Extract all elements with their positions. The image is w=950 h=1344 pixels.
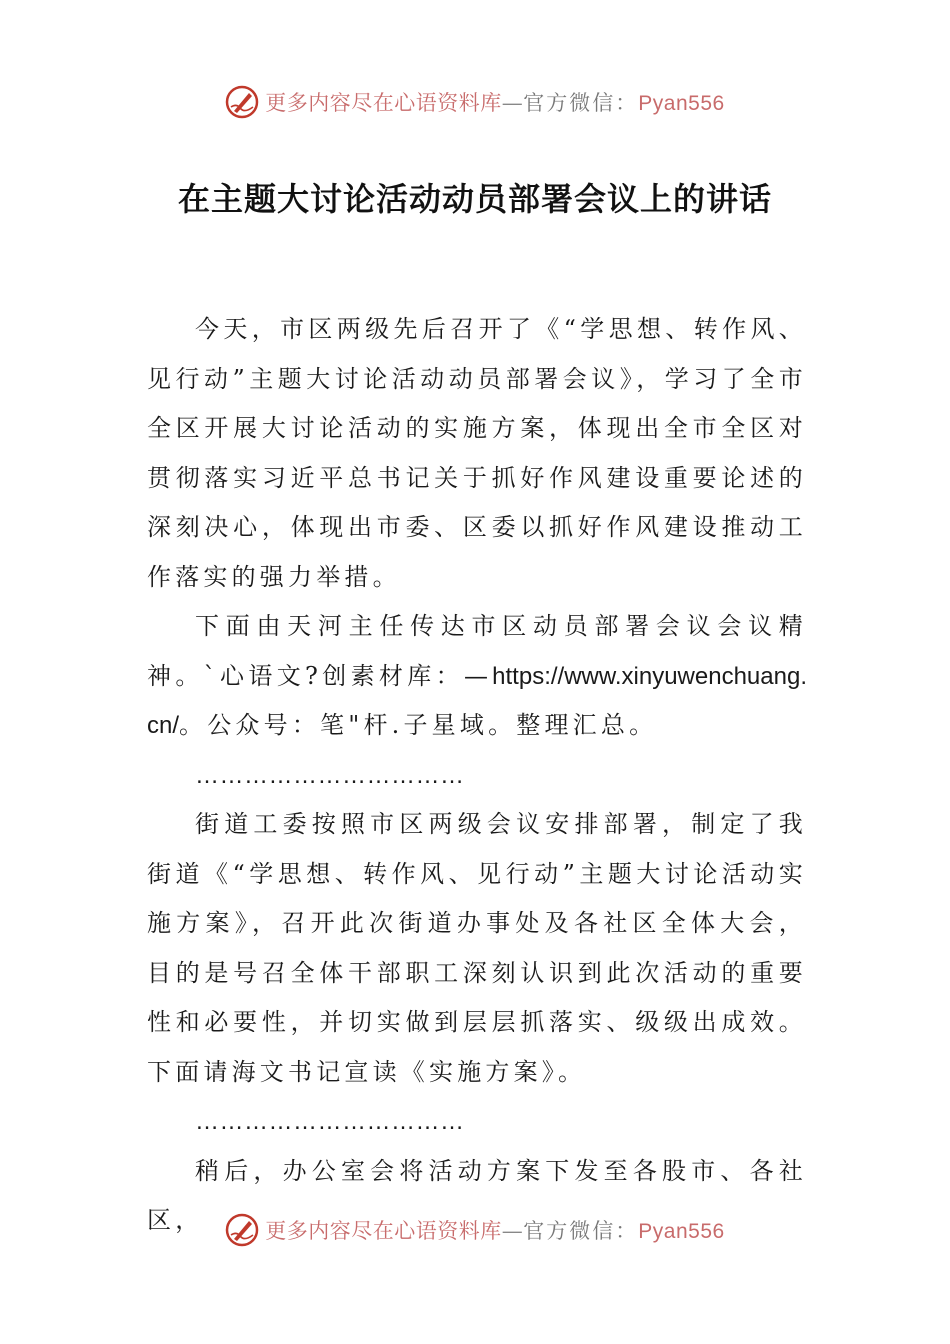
paragraph-3: 街道工委按照市区两级会议安排部署，制定了我街道《“学思想、转作风、见行动”主题大讨论活动实施方案》，召开此次街道办事处及各社区全体大会，目的是号召全体干部职工深刻认识到此次活动的重要性和必要性，并切实做到层层抓落实、级级出成效。下面请海文书记宣读《实施方案》。 — [147, 810, 807, 1086]
document-body — [147, 305, 807, 1246]
footer-watermark — [0, 1210, 950, 1250]
header-watermark — [0, 82, 950, 122]
watermark-text — [265, 1215, 724, 1245]
watermark-wechat-id: Pyan556 — [638, 92, 725, 115]
paragraph-2-text: 下面由天河主任传达市区动员部署会议会议精神。`心语文?创素材库：— — [147, 612, 807, 690]
watermark-separator: — — [501, 91, 524, 115]
watermark-wechat-id: Pyan556 — [638, 1220, 725, 1243]
watermark-official-label: 官方微信： — [523, 91, 639, 115]
paragraph-2-tail: 。公众号：笔"杆.子星域。整理汇总。 — [179, 711, 658, 739]
paragraph-1: 今天，市区两级先后召开了《“学思想、转作风、见行动”主题大讨论活动动员部署会议》，学习了全市全区开展大讨论活动的实施方案，体现出全市全区对贯彻落实习近平总书记关于抓好作风建设重要论述的深刻决心，体现出市委、区委以抓好作风建设推动工作落实的强力举措。 — [147, 315, 807, 591]
watermark-separator: — — [501, 1219, 524, 1243]
watermark-official-label: 官方微信： — [523, 1219, 639, 1243]
watermark-text — [265, 87, 724, 117]
document-title: 在主题大讨论活动动员部署会议上的讲话 — [177, 180, 772, 218]
pen-logo-icon — [225, 1213, 259, 1247]
ellipsis-divider-1: …………………………… — [195, 761, 465, 789]
paragraph-2 — [147, 602, 807, 751]
paragraph-4: 稍后，办公室会将活动方案下发至各股市、各社区， — [147, 1156, 807, 1234]
ellipsis-divider-2: …………………………… — [195, 1108, 465, 1135]
paragraph-2-url: https://www.xinyuwenchuang.cn/ — [147, 662, 807, 739]
pen-logo-icon — [225, 85, 259, 119]
watermark-brand: 更多内容尽在心语资料库 — [265, 1219, 502, 1243]
watermark-brand: 更多内容尽在心语资料库 — [265, 91, 502, 115]
